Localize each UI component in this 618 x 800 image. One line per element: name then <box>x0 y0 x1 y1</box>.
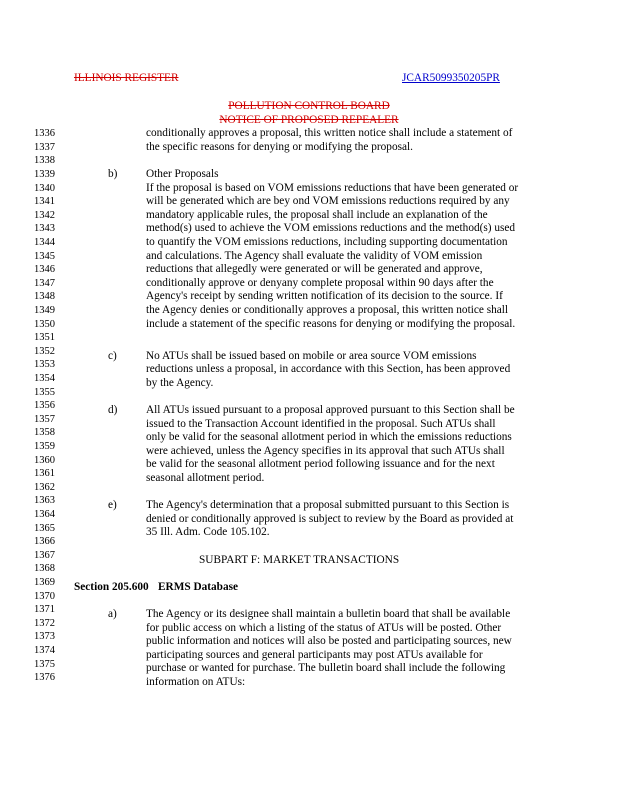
line-number: 1341 <box>34 196 55 208</box>
paragraph-line: for public access on which a listing of the status of ATUs will be posted. Other <box>146 621 502 634</box>
paragraph-line: information on ATUs: <box>146 675 246 688</box>
paragraph-line: All ATUs issued pursuant to a proposal approved pursuant to this Section shall be <box>146 404 515 416</box>
paragraph-line: The Agency's determination that a proposal submitted pursuant to this Section is <box>146 499 510 512</box>
subpart-heading: SUBPART F: MARKET TRANSACTIONS <box>199 553 400 566</box>
paragraph-line: No ATUs shall be issued based on mobile or area source VOM emissions <box>146 349 477 362</box>
line-number: 1357 <box>34 413 55 425</box>
paragraph-line: issued to the Transaction Account identified in the proposal. Such ATUs shall <box>146 417 496 430</box>
paragraph-line: mandatory applicable rules, the proposal shall include an explanation of the <box>146 208 488 221</box>
line-number: 1343 <box>34 223 55 235</box>
line-number: 1356 <box>34 400 55 412</box>
line-number: 1348 <box>34 291 55 303</box>
section-d-marker: d) <box>108 404 118 416</box>
notice-title: NOTICE OF PROPOSED REPEALER <box>219 113 399 126</box>
register-title: ILLINOIS REGISTER <box>74 72 179 84</box>
line-number: 1366 <box>34 536 55 548</box>
line-number: 1339 <box>34 169 55 180</box>
line-number: 1358 <box>34 427 55 439</box>
line-number: 1360 <box>34 454 55 466</box>
paragraph-line: Agency's receipt by sending written notification of its decision to the source. If <box>146 290 503 303</box>
paragraph-line: conditionally approve or denyany complete proposal within 90 days after the <box>146 276 494 289</box>
line-number: 1370 <box>34 590 55 602</box>
line-number: 1350 <box>34 318 55 330</box>
paragraph-line: public information and notices will also be posted and participating sources, new <box>146 635 512 648</box>
line-number: 1344 <box>34 237 55 248</box>
paragraph-line: denied or conditionally approved is subject to review by the Board as provided at <box>146 512 514 525</box>
line-number: 1363 <box>34 495 55 507</box>
line-number: 1369 <box>34 577 55 588</box>
line-number: 1338 <box>34 155 55 167</box>
paragraph-line: only be valid for the seasonal allotment period in which the emissions reductions <box>146 431 512 444</box>
section-b-marker: b) <box>108 168 118 180</box>
line-number: 1367 <box>34 549 55 561</box>
line-number: 1368 <box>34 563 55 575</box>
line-number: 1365 <box>34 522 55 534</box>
paragraph-line: participating sources and general participants may post ATUs available for <box>146 648 483 661</box>
paragraph-line: the specific reasons for denying or modifying the proposal. <box>146 140 413 153</box>
line-number: 1353 <box>34 359 55 371</box>
paragraph-line: will be generated which are bey ond VOM emissions reductions required by any <box>146 195 510 208</box>
paragraph-line: reductions unless a proposal, in accordance with this Section, has been approved <box>146 363 511 376</box>
paragraph-line: the Agency denies or conditionally approves a proposal, this written notice shall <box>146 303 509 316</box>
line-number: 1371 <box>34 604 55 616</box>
section-c <box>146 350 556 391</box>
line-number: 1351 <box>34 332 55 344</box>
line-number: 1374 <box>34 645 55 656</box>
paragraph-line: method(s) used to achieve the VOM emissions reductions and the method(s) used <box>146 222 516 235</box>
line-number: 1349 <box>34 305 55 316</box>
line-number: 1364 <box>34 509 55 520</box>
line-number: 1352 <box>34 345 55 357</box>
section-e <box>146 499 556 540</box>
paragraph-line: If the proposal is based on VOM emissions reductions that have been generated or <box>146 181 519 194</box>
line-number: 1336 <box>34 128 55 140</box>
paragraph-line: seasonal allotment period. <box>146 471 265 484</box>
section-a <box>146 608 556 690</box>
line-number: 1376 <box>34 672 55 684</box>
section-c-marker: c) <box>108 349 117 362</box>
line-number: 1340 <box>34 182 55 194</box>
section-d <box>146 404 556 486</box>
paragraph-line: include a statement of the specific reasons for denying or modifying the proposal. <box>146 317 516 330</box>
paragraph-line: by the Agency. <box>146 376 214 389</box>
line-number: 1347 <box>34 277 55 289</box>
section-b-heading: Other Proposals <box>146 168 219 180</box>
section-e-marker: e) <box>108 499 117 512</box>
paragraph-line: and calculations. The Agency shall evaluate the validity of VOM emission <box>146 249 483 262</box>
line-number: 1375 <box>34 658 55 670</box>
jcar-code-link[interactable]: JCAR5099350205PR <box>402 72 500 84</box>
line-number: 1362 <box>34 481 55 493</box>
line-number: 1361 <box>34 468 55 480</box>
line-number: 1345 <box>34 250 55 262</box>
paragraph-line: The Agency or its designee shall maintain a bulletin board that shall be available <box>146 608 511 620</box>
line-number: 1373 <box>34 631 55 643</box>
line-number: 1359 <box>34 441 55 452</box>
line-number: 1372 <box>34 617 55 629</box>
paragraph-line: be valid for the seasonal allotment period following issuance and for the next <box>146 458 495 471</box>
top-paragraph <box>146 127 556 154</box>
section-a-marker: a) <box>108 608 117 620</box>
line-number: 1337 <box>34 141 55 153</box>
line-number: 1355 <box>34 386 55 398</box>
paragraph-line: were achieved, unless the Agency specifies in its approval that such ATUs shall <box>146 444 505 457</box>
line-number: 1346 <box>34 264 55 276</box>
paragraph-line: reductions that allegedly were generated or will be generated and approve, <box>146 263 483 276</box>
paragraph-line: conditionally approves a proposal, this written notice shall include a statement of <box>146 127 513 140</box>
section-title: ERMS Database <box>158 580 239 593</box>
paragraph-line: purchase or wanted for purchase. The bulletin board shall include the following <box>146 662 506 675</box>
line-number: 1354 <box>34 373 55 384</box>
paragraph-line: to quantify the VOM emissions reductions, including supporting documentation <box>146 235 508 248</box>
section-b <box>146 168 556 331</box>
paragraph-line: 35 Ill. Adm. Code 105.102. <box>146 526 270 539</box>
board-title: POLLUTION CONTROL BOARD <box>228 100 390 112</box>
section-number: Section 205.600 <box>74 580 149 593</box>
line-number: 1342 <box>34 209 55 221</box>
